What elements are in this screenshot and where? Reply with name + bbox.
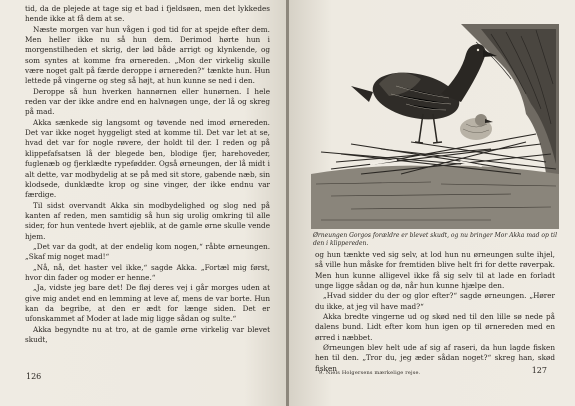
paragraph: „Nå, nå, det haster vel ikke,“ sagde Akka. „Fortæl mig først, hvor din fader og moder er henne.“ <box>25 262 270 282</box>
left-page <box>0 0 287 406</box>
illustration-caption: Ørneungen Gorgos forældre er blevet skudt, og nu bringer Mor Akka mad op til den i klippereden. <box>313 232 557 248</box>
left-text-column <box>25 4 270 345</box>
paragraph: Næste morgen var hun vågen i god tid for at spejde efter dem. Men heller ikke nu så hun dem. Derimod hørte hun i morgenstilheden et skrig, der lød både arrigt og klynkende, og som syntes at komme fra ørnereden. „Mon der virkelig skulle være noget galt på færde deroppe i ørnereden?“ tænkte hun. Hun lettede på vingerne og steg så højt, at hun kunne se ned i den. <box>25 24 270 86</box>
paragraph: „Hvad sidder du der og glor efter?“ sagde ørneungen. „Hører du ikke, at jeg vil have mad?“ <box>315 291 555 311</box>
paragraph: „Ja, vidste jeg bare det! De fløj deres vej i går morges uden at give mig andet end en lemming at leve af, mens de var borte. Hun kan da begribe, at den er ædt for længe siden. Det er ufonskammet af Moder at lade mig ligge sådan og sulte.“ <box>25 283 270 324</box>
paragraph: „Det var da godt, at der endelig kom nogen,“ råbte ørneungen. „Skaf mig noget mad!“ <box>25 241 270 262</box>
page-number: 127 <box>531 366 547 375</box>
paragraph: Akka sænkede sig langsomt og tøvende ned imod ørnereden. Det var ikke noget hyggeligt sted at komme til. Det var let at se, hvad det var for nogle røvere, der holdt til der. I reden og på klippefafsatsen lå der blegede ben, blodige fjer, harehoveder, fuglenæb og fjerklædte rypefødder. Også ørneungen, der lå midt i alt dette, var modbydelig at se på med sit store, gabende næb, sin klodsede, dunklædte krop og sine vinger, der ikke endnu var færdige. <box>25 117 270 200</box>
eagle-nest-illustration <box>311 24 559 229</box>
page-number: 126 <box>26 372 42 381</box>
paragraph: og hun tænkte ved sig selv, at lod hun nu ørneungen sulte ihjel, så ville hun måske for fremtiden blive helt fri for dette røverpak. Men hun kunne alligevel ikke få sig selv til at lade en forladt unge ligge sådan og dø, når hun kunne hjælpe den. <box>315 250 555 291</box>
right-text-column <box>315 250 555 374</box>
paragraph: Akka bredte vingerne ud og skød ned til den lille sø nede på dalens bund. Lidt efter kom hun igen op til ørnereden med en ørred i næbbet. <box>315 312 555 342</box>
paragraph: Deroppe så hun hverken hannørnen eller hunørnen. I hele reden var der ikke andre end en halvnøgen unge, der lå og skreg på mad. <box>25 86 270 117</box>
right-page <box>289 0 575 406</box>
paragraph: Til sidst overvandt Akka sin modbydelighed og slog ned på kanten af reden, men samtidig så hun sig urolig omkring til alle sider, for hun ventede hvert øjeblik, at de gamle ørne skulle vende hjem. <box>25 200 270 241</box>
paragraph: Ørneungen blev helt ude af sig af raseri, da hun lagde fisken hen til den. „Tror du, jeg æder sådan noget?“ skreg han, skød fisken <box>315 343 555 373</box>
paragraph: Akka begyndte nu at tro, at de gamle ørne virkelig var blevet skudt, <box>25 324 270 344</box>
signature-mark: 9. Niels Holgersens mærkelige rejse. <box>319 370 421 376</box>
paragraph: tid, da de plejede at tage sig et bad i fjeldsøen, men det lykkedes hende ikke at få dem at se. <box>25 4 270 24</box>
